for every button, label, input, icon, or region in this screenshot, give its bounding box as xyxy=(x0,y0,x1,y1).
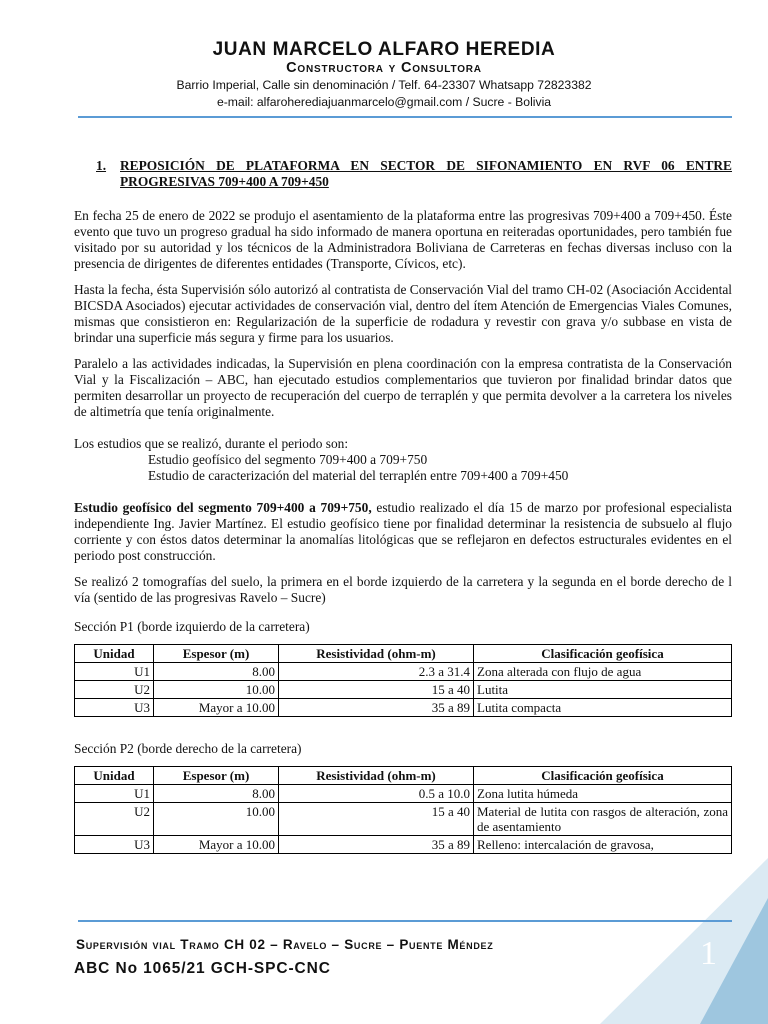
section-number: 1. xyxy=(96,158,107,173)
table2-caption: Sección P2 (borde derecho de la carretera) xyxy=(74,741,302,756)
col-espesor: Espesor (m) xyxy=(154,767,279,785)
study-item: Estudio geofísico del segmento 709+400 a 709+750 xyxy=(148,452,428,467)
cell-espesor: Mayor a 10.00 xyxy=(154,699,279,717)
company-address: Barrio Imperial, Calle sin denominación / Telf. 64-23307 Whatsapp 72823382 xyxy=(176,78,592,92)
col-espesor: Espesor (m) xyxy=(154,645,279,663)
cell-resistividad: 15 a 40 xyxy=(279,681,474,699)
cell-clasificacion: Lutita compacta xyxy=(474,699,732,717)
col-resistividad: Resistividad (ohm-m) xyxy=(279,645,474,663)
cell-resistividad: 15 a 40 xyxy=(279,803,474,836)
cell-unidad: U3 xyxy=(75,699,154,717)
cell-unidad: U2 xyxy=(75,803,154,836)
paragraph-2: Hasta la fecha, ésta Supervisión sólo autorizó al contratista de Conservación Vial del tramo CH-02 (Asociación Accidental BICSDA Asociados) ejecutar actividades de conservación vial, dentro del ítem Atención de Emergencias Viales Comunes, mismas que consistieron en: Regularización de la superficie de rodadura y revestir con grava y/o subbase en vista de brindar una superficie más segura y firme para los usuarios. xyxy=(74,282,732,345)
col-clasificacion: Clasificación geofísica xyxy=(474,645,732,663)
cell-resistividad: 2.3 a 31.4 xyxy=(279,663,474,681)
cell-unidad: U1 xyxy=(75,785,154,803)
cell-espesor: 10.00 xyxy=(154,681,279,699)
study-item: Estudio de caracterización del material del terraplén entre 709+400 a 709+450 xyxy=(148,468,569,483)
cell-resistividad: 35 a 89 xyxy=(279,699,474,717)
cell-clasificacion: Zona lutita húmeda xyxy=(474,785,732,803)
cell-unidad: U2 xyxy=(75,681,154,699)
cell-resistividad: 35 a 89 xyxy=(279,836,474,854)
cell-clasificacion: Material de lutita con rasgos de alteración, zona de asentamiento xyxy=(474,803,732,836)
footer-project: Supervisión vial Tramo CH 02 – Ravelo – Sucre – Puente Méndez xyxy=(76,937,494,952)
footer-contract: ABC No 1065/21 GCH-SPC-CNC xyxy=(74,960,331,977)
cell-espesor: 8.00 xyxy=(154,785,279,803)
page-number: 1 xyxy=(700,935,717,972)
cell-resistividad: 0.5 a 10.0 xyxy=(279,785,474,803)
col-unidad: Unidad xyxy=(75,767,154,785)
section-title: REPOSICIÓN DE PLATAFORMA EN SECTOR DE SIFONAMIENTO EN RVF 06 ENTRE PROGRESIVAS 709+400 A 709+450 xyxy=(120,158,732,189)
paragraph-5: Se realizó 2 tomografías del suelo, la primera en el borde izquierdo de la carretera y la segunda en el borde derecho de l vía (sentido de las progresivas Ravelo – Sucre) xyxy=(74,574,732,605)
studies-intro: Los estudios que se realizó, durante el periodo son: xyxy=(74,436,349,451)
company-email: e-mail: alfaroherediajuanmarcelo@gmail.com / Sucre - Bolivia xyxy=(216,95,552,109)
company-subtitle: Constructora y Consultora xyxy=(286,60,482,76)
col-clasificacion: Clasificación geofísica xyxy=(474,767,732,785)
company-name: JUAN MARCELO ALFARO HEREDIA xyxy=(212,39,556,60)
footer-divider xyxy=(78,920,732,922)
paragraph-4-text: estudio realizado el día 15 de marzo por profesional especialista independiente Ing. Javier Martínez. El estudio geofísico tiene por finalidad determinar la resistencia de subsuelo al flujo corriente y con éstos datos determinar la anomalías litológicas que se reflejaron en defectos estructurales evidentes en el periodo post construcción. xyxy=(74,500,732,563)
cell-unidad: U1 xyxy=(75,663,154,681)
col-unidad: Unidad xyxy=(75,645,154,663)
cell-espesor: Mayor a 10.00 xyxy=(154,836,279,854)
cell-unidad: U3 xyxy=(75,836,154,854)
col-resistividad: Resistividad (ohm-m) xyxy=(279,767,474,785)
cell-clasificacion: Zona alterada con flujo de agua xyxy=(474,663,732,681)
paragraph-1: En fecha 25 de enero de 2022 se produjo el asentamiento de la plataforma entre las progresivas 709+400 a 709+450. Éste evento que tuvo un progreso gradual ha sido informado de manera oportuna en reiteradas oportunidades, pero también fue visitado por su autoridad y los técnicos de la Administradora Boliviana de Carreteras en fechas diversas incluso con la presencia de dirigentes de diferentes entidades (Transporte, Cívicos, etc). xyxy=(74,208,732,271)
cell-clasificacion: Lutita xyxy=(474,681,732,699)
paragraph-3: Paralelo a las actividades indicadas, la Supervisión en plena coordinación con la empresa contratista de la Conservación Vial y la Fiscalización – ABC, han ejecutado estudios complementarios que tuvieron por finalidad brindar datos que permiten desarrollar un proyecto de recuperación del cuerpo de terraplén y que permita devolver a la carretera los niveles de altimetría que tenía originalmente. xyxy=(74,356,732,419)
table1-caption: Sección P1 (borde izquierdo de la carretera) xyxy=(74,619,310,634)
cell-clasificacion: Relleno: intercalación de gravosa, xyxy=(474,836,732,854)
paragraph-4-lead: Estudio geofísico del segmento 709+400 a 709+750, xyxy=(74,500,372,515)
cell-espesor: 8.00 xyxy=(154,663,279,681)
cell-espesor: 10.00 xyxy=(154,803,279,836)
